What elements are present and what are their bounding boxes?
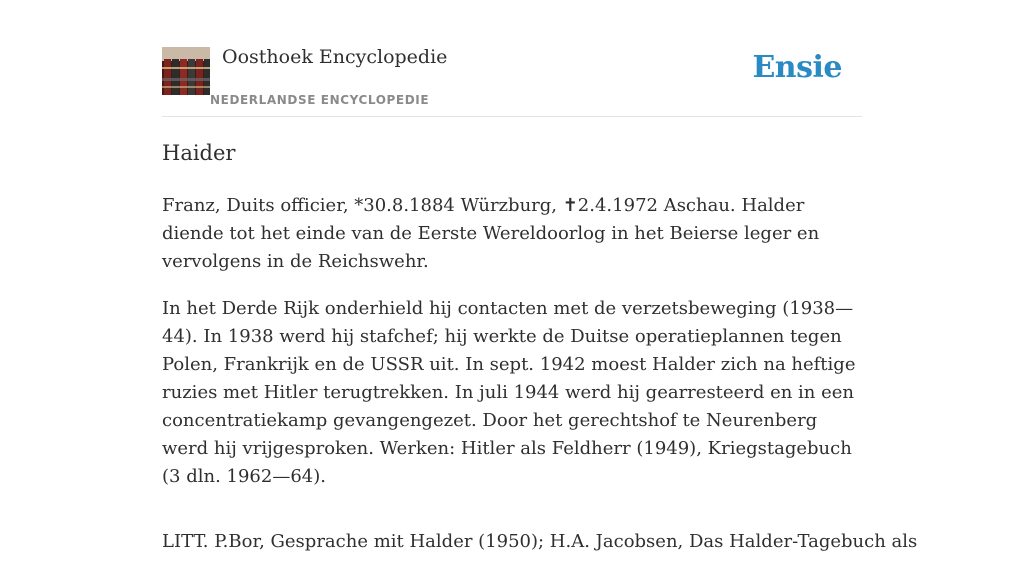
literature-paragraph: LITT. P.Bor, Gesprache mit Halder (1950); H.A. Jacobsen, Das Halder-Tagebuch als bbox=[162, 531, 918, 552]
site-name[interactable]: Oosthoek Encyclopedie bbox=[222, 46, 448, 68]
article-paragraph: Franz, Duits officier, *30.8.1884 Würzburg, ✝2.4.1972 Aschau. Halder diende tot het einde van de Eerste Wereldoorlog in het Beierse leger en vervolgens in de Reichswehr. bbox=[162, 195, 820, 272]
article-title: Haider bbox=[162, 141, 236, 165]
article-body bbox=[162, 192, 918, 575]
ensie-brand-link[interactable]: Ensie bbox=[752, 50, 842, 85]
article-paragraph: In het Derde Rijk onderhield hij contacten met de verzetsbeweging (1938—44). In 1938 werd hij stafchef; hij werkte de Duitse operatieplannen tegen Polen, Frankrijk en de USSR uit. In sept. 1942 moest Halder zich na heftige ruzies met Hitler terugtrekken. In juli 1944 werd hij gearresteerd en in een concentratiekamp gevangengezet. Door het gerechtshof te Neurenberg werd hij vrijgesproken. Werken: Hitler als Feldherr (1949), Kriegstagebuch (3 dln. 1962—64). bbox=[162, 298, 856, 487]
encyclopedia-books-icon[interactable] bbox=[162, 47, 210, 95]
site-header bbox=[162, 0, 862, 117]
page bbox=[162, 0, 918, 552]
site-tagline: NEDERLANDSE ENCYCLOPEDIE bbox=[210, 93, 430, 107]
